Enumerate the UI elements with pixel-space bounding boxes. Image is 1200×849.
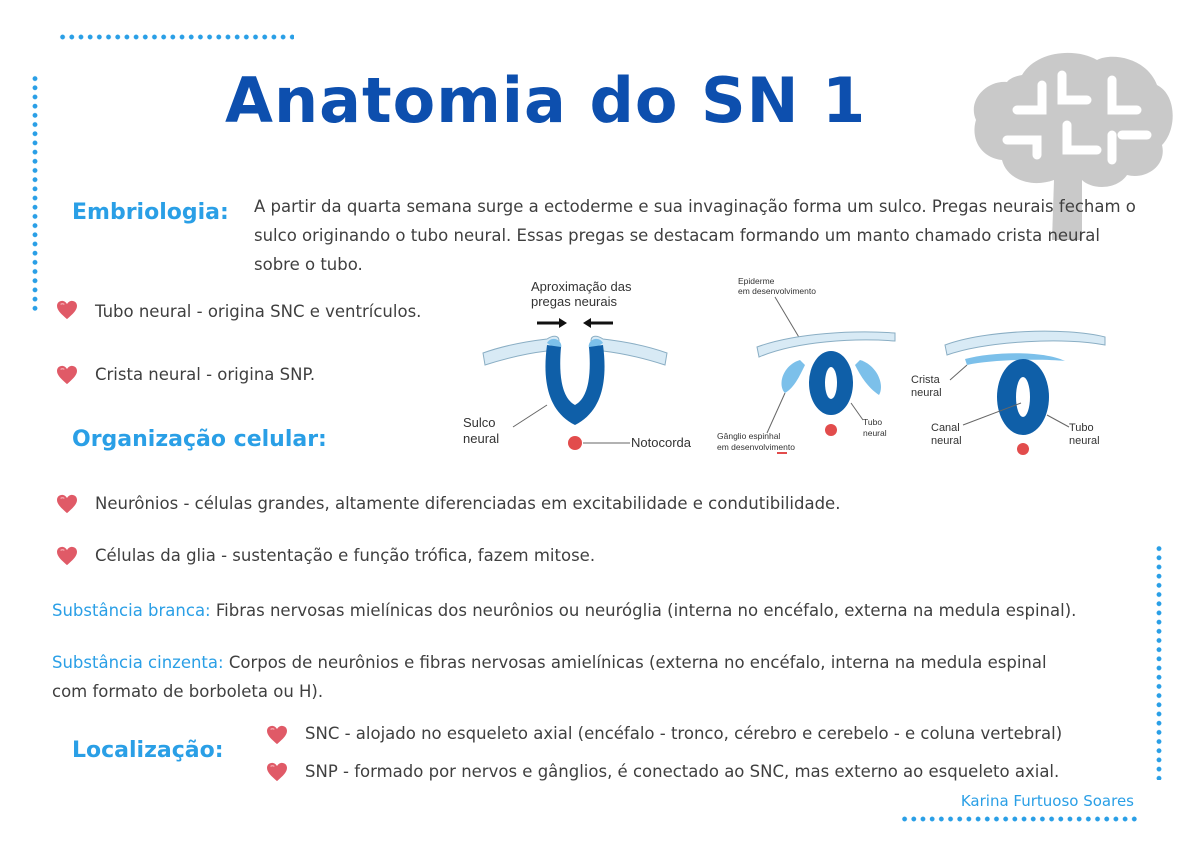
dotted-border-top: [58, 34, 294, 40]
organizacao-bullet-1: Neurônios - células grandes, altamente diferenciadas em excitabilidade e condutibilidade.: [95, 494, 841, 513]
label-sulco-1: Sulco: [463, 415, 496, 430]
substancia-cinzenta-text-2: com formato de borboleta ou H).: [52, 682, 324, 701]
heart-icon: [266, 725, 288, 745]
label-notocorda: Notocorda: [631, 435, 691, 450]
localizacao-heading: Localização:: [72, 738, 224, 763]
label-tubo-b-2: neural: [1069, 435, 1100, 447]
localizacao-bullet-2: SNP - formado por nervos e gânglios, é conectado ao SNC, mas externo ao esqueleto axial.: [305, 762, 1060, 781]
substancia-branca-term: Substância branca:: [52, 601, 211, 620]
embriologia-bullet-2: Crista neural - origina SNP.: [95, 365, 316, 384]
substancia-cinzenta-text-1: Corpos de neurônios e fibras nervosas amielínicas (externa no encéfalo, interna na medula espinal: [223, 653, 1047, 672]
label-epiderme-1: Epiderme: [738, 276, 775, 286]
label-canal-2: neural: [931, 435, 962, 447]
organizacao-heading: Organização celular:: [72, 427, 327, 452]
label-sulco-2: neural: [463, 431, 500, 446]
dotted-border-bottom: [900, 816, 1140, 822]
label-aproximacao-1: Aproximação das: [531, 279, 632, 294]
author-signature: Karina Furtuoso Soares: [960, 792, 1134, 810]
heart-icon: [56, 365, 78, 385]
embriologia-line-2: sulco originando o tubo neural. Essas pregas se destacam formando um manto chamado crista neural: [254, 226, 1100, 245]
heart-icon: [56, 546, 78, 566]
neural-tube-diagram: [455, 275, 1120, 465]
label-canal-1: Canal: [931, 422, 960, 434]
label-tubo-b-1: Tubo: [1069, 422, 1094, 434]
label-aproximacao-2: pregas neurais: [531, 294, 617, 309]
label-tubo-a-1: Tubo: [863, 417, 883, 427]
heart-icon: [56, 494, 78, 514]
organizacao-bullet-2: Células da glia - sustentação e função trófica, fazem mitose.: [95, 546, 596, 565]
page-title: Anatomia do SN 1: [225, 64, 867, 137]
localizacao-bullet-1: SNC - alojado no esqueleto axial (encéfalo - tronco, cérebro e cerebelo - e coluna vertebral): [305, 724, 1063, 743]
label-ganglio-1: Gânglio espinhal: [717, 431, 781, 441]
substancia-branca: [52, 596, 1152, 625]
embriologia-text: [254, 192, 1154, 279]
substancia-branca-text: Fibras nervosas mielínicas dos neurônios ou neuróglia (interna no encéfalo, externa na medula espinal).: [210, 601, 1077, 620]
embriologia-line-3: sobre o tubo.: [254, 255, 363, 274]
embriologia-bullet-1: Tubo neural - origina SNC e ventrículos.: [95, 302, 422, 321]
label-crista-1: Crista: [911, 374, 940, 386]
heart-icon: [56, 300, 78, 320]
label-crista-2: neural: [911, 387, 942, 399]
dotted-border-right: [1156, 544, 1162, 780]
label-tubo-a-2: neural: [863, 428, 887, 438]
heart-icon: [266, 762, 288, 782]
embriologia-line-1: A partir da quarta semana surge a ectoderme e sua invaginação forma um sulco. Pregas neurais fecham o: [254, 197, 1136, 216]
dotted-border-left: [32, 74, 38, 314]
embriologia-heading: Embriologia:: [72, 200, 229, 225]
label-epiderme-2: em desenvolvimento: [738, 286, 816, 296]
substancia-cinzenta-term: Substância cinzenta:: [52, 653, 224, 672]
label-ganglio-2: em desenvolvimento: [717, 442, 795, 452]
substancia-cinzenta: [52, 648, 1152, 706]
